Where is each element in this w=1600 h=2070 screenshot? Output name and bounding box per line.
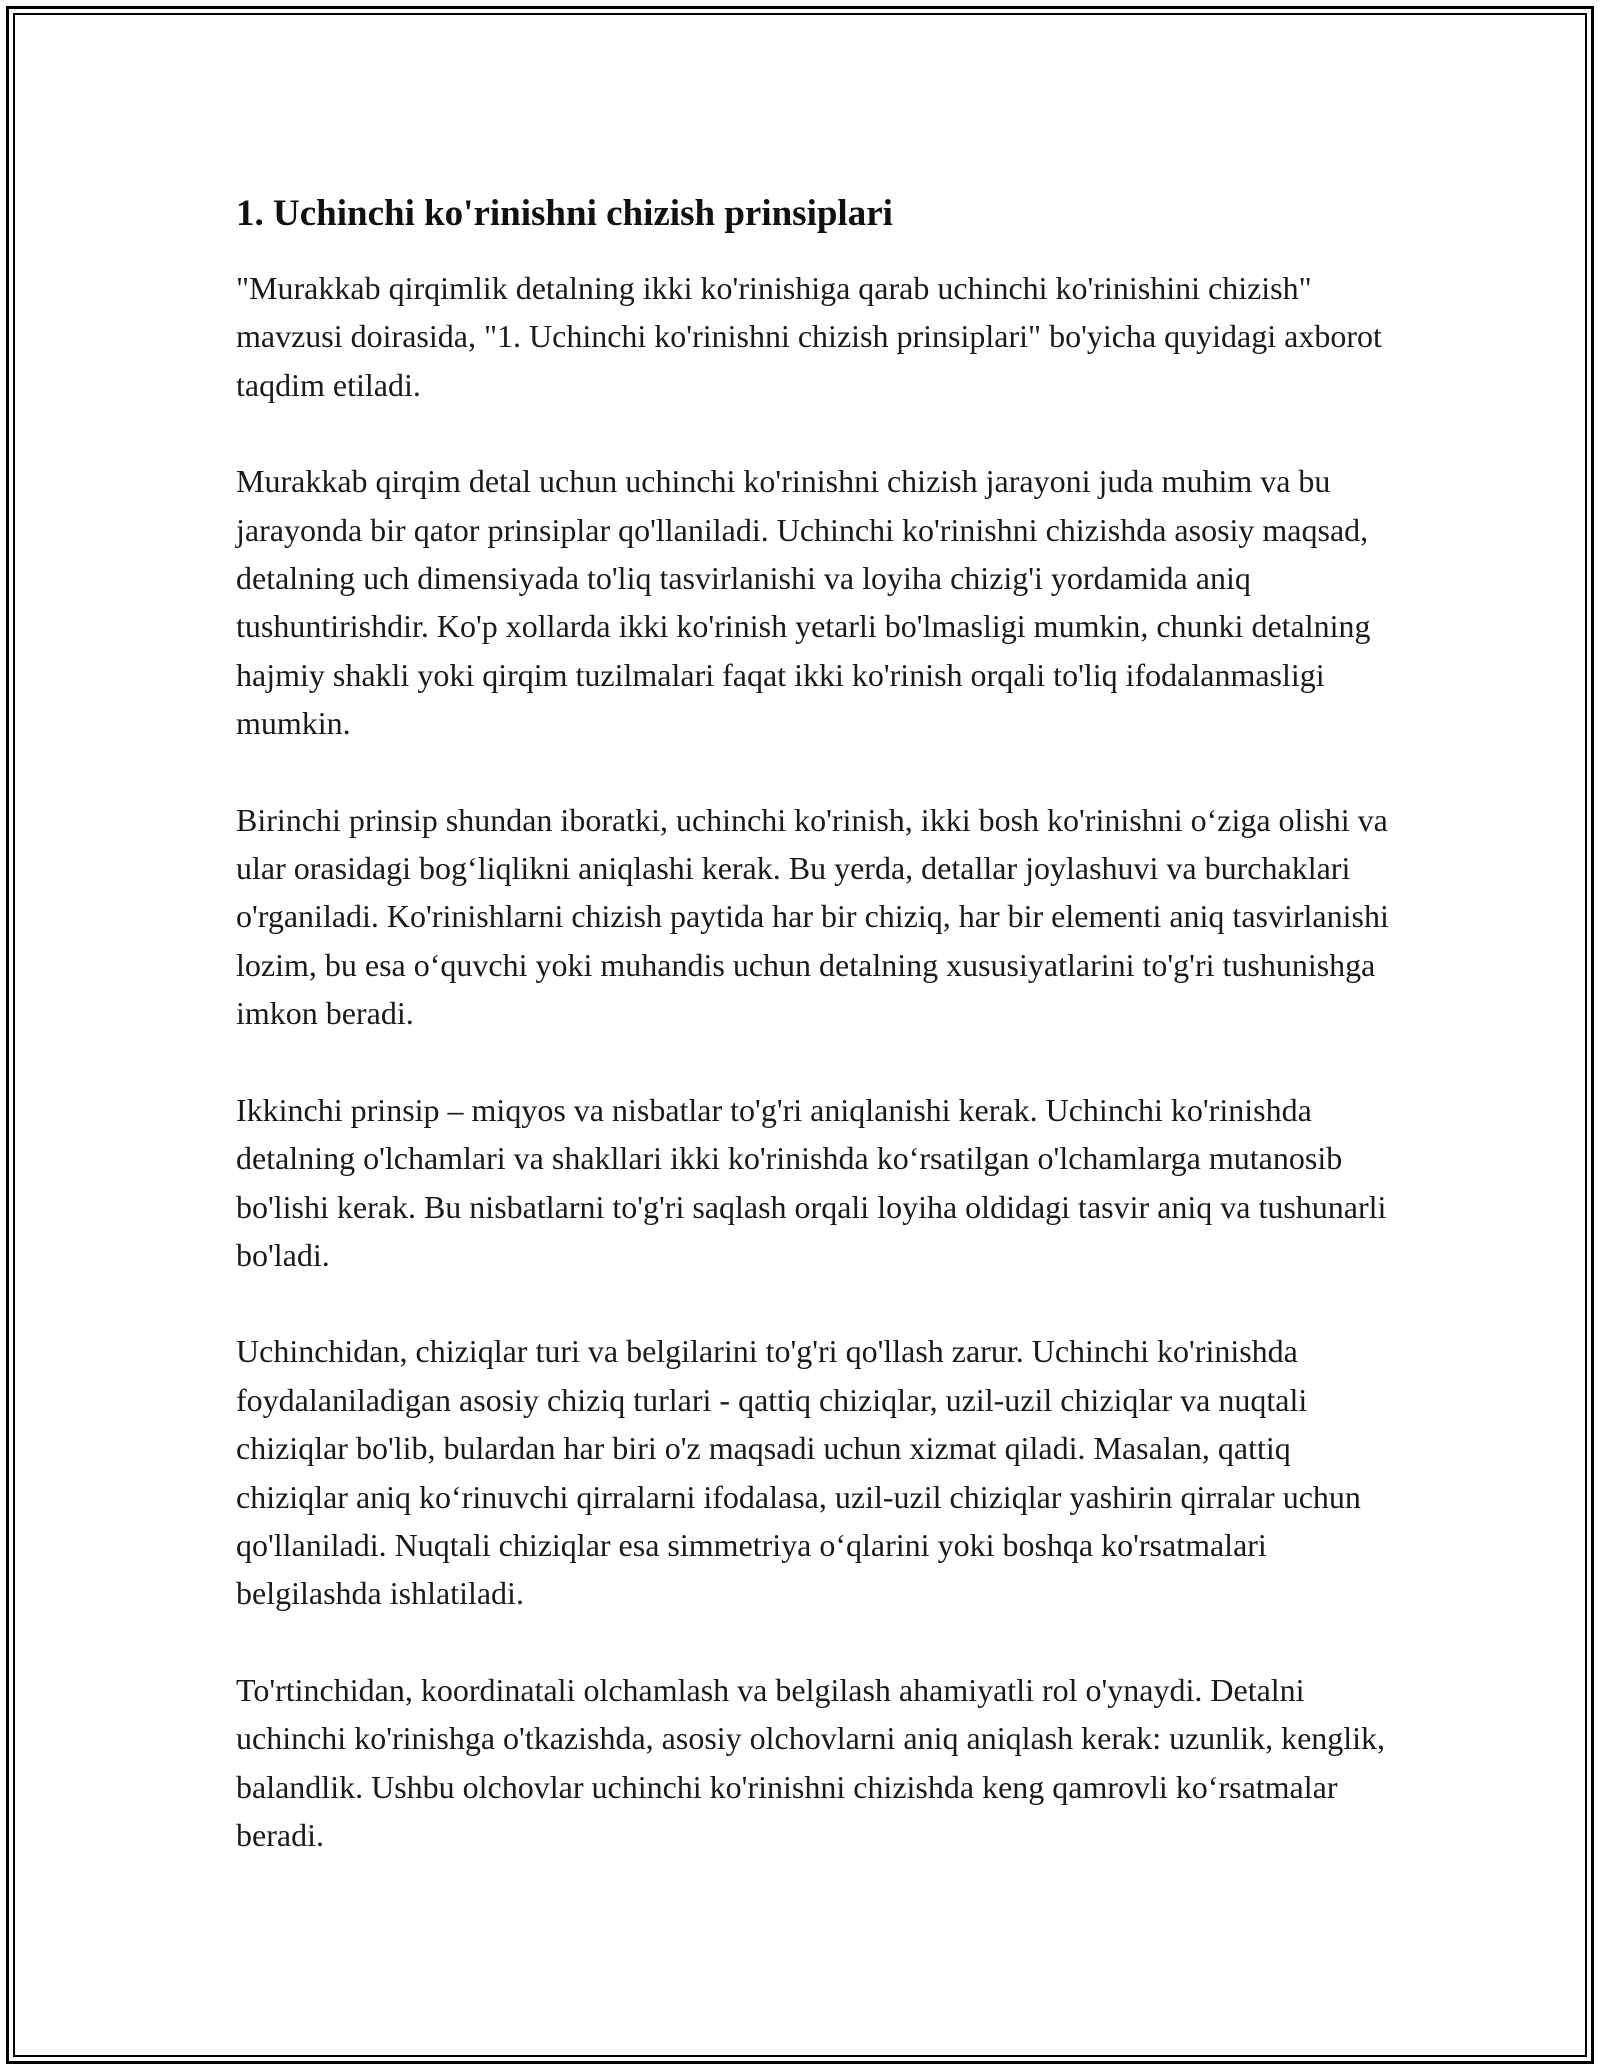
paragraph-second-principle: Ikkinchi prinsip – miqyos va nisbatlar to'g'ri aniqlanishi kerak. Uchinchi ko'rinishda detalning o'lchamlari va shakllari ikki ko'rinishda ko‘rsatilgan o'lchamlarga mutanosib bo'lishi kerak. Bu nisbatlarni to'g'ri saqlash orqali loyiha oldidagi tasvir aniq va tushunarli bo'ladi. — [236, 1091, 1387, 1273]
paragraph-overview: Murakkab qirqim detal uchun uchinchi ko'rinishni chizish jarayoni juda muhim va bu jarayonda bir qator prinsiplar qo'llaniladi. Uchinchi ko'rinishni chizishda asosiy maqsad, detalning uch dimensiyada to'liq tasvirlanishi va loyiha chizig'i yordamida aniq tushuntirishdir. Ko'p xollarda ikki ko'rinish yetarli bo'lmasligi mumkin, chunki detalning hajmiy shakli yoki qirqim tuzilmalari faqat ikki ko'rinish orqali to'liq ifodalanmasligi mumkin. — [236, 463, 1371, 742]
document-body — [236, 188, 1406, 1907]
paragraph-first-principle: Birinchi prinsip shundan iboratki, uchinchi ko'rinish, ikki bosh ko'rinishni o‘ziga olishi va ular orasidagi bog‘liqlikni aniqlashi kerak. Bu yerda, detallar joylashuvi va burchaklari o'rganiladi. Ko'rinishlarni chizish paytida har bir chiziq, har bir elementi aniq tasvirlanishi lozim, bu esa o‘quvchi yoki muhandis uchun detalning xususiyatlarini to'g'ri tushunishga imkon beradi. — [236, 801, 1389, 1032]
section-heading: 1. Uchinchi ko'rinishni chizish prinsiplari — [236, 193, 893, 234]
paragraph-third-principle: Uchinchidan, chiziqlar turi va belgilarini to'g'ri qo'llash zarur. Uchinchi ko'rinishda foydalaniladigan asosiy chiziq turlari - qattiq chiziqlar, uzil-uzil chiziqlar va nuqtali chiziqlar bo'lib, bulardan har biri o'z maqsadi uchun xizmat qiladi. Masalan, qattiq chiziqlar aniq ko‘rinuvchi qirralarni ifodalasa, uzil-uzil chiziqlar yashirin qirralar uchun qo'llaniladi. Nuqtali chiziqlar esa simmetriya o‘qlarini yoki boshqa ko'rsatmalari belgilashda ishlatiladi. — [236, 1333, 1361, 1612]
paragraph-fourth-principle: To'rtinchidan, koordinatali olchamlash va belgilash ahamiyatli rol o'ynaydi. Detalni uchinchi ko'rinishga o'tkazishda, asosiy olchovlarni aniq aniqlash kerak: uzunlik, kenglik, balandlik. Ushbu olchovlar uchinchi ko'rinishni chizishda keng qamrovli ko‘rsatmalar beradi. — [236, 1671, 1386, 1853]
paragraph-intro: "Murakkab qirqimlik detalning ikki ko'rinishiga qarab uchinchi ko'rinishini chizish" mavzusi doirasida, "1. Uchinchi ko'rinishni chizish prinsiplari" bo'yicha quyidagi axborot taqdim etiladi. — [236, 270, 1382, 403]
